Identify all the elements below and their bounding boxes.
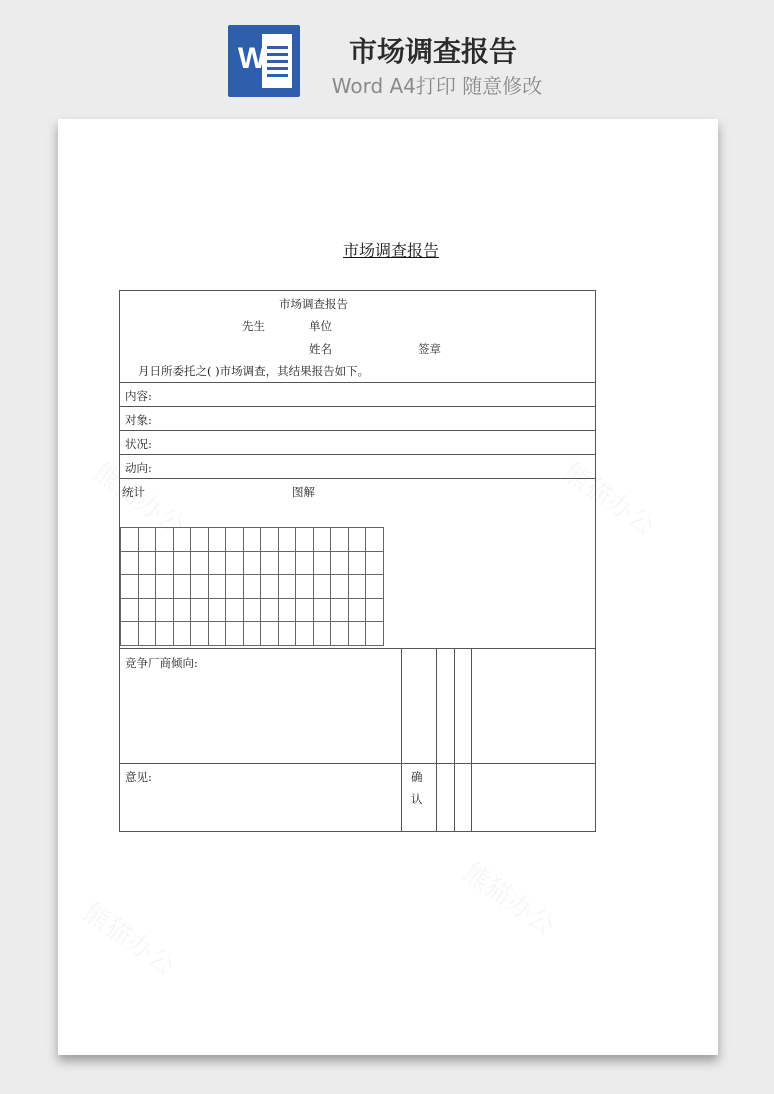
divider xyxy=(120,454,595,455)
unit-label: 单位 xyxy=(309,319,332,333)
app-subtitle: Word A4打印 随意修改 xyxy=(331,74,543,98)
trend-field[interactable]: 动向: xyxy=(125,461,152,475)
watermark xyxy=(77,893,183,983)
column-divider xyxy=(454,648,455,832)
column-divider xyxy=(471,648,472,832)
divider xyxy=(120,430,595,431)
target-field[interactable]: 对象: xyxy=(125,413,152,427)
seal-label: 签章 xyxy=(418,342,441,356)
divider xyxy=(120,382,595,383)
watermark xyxy=(457,853,563,943)
form-heading: 市场调查报告 xyxy=(279,297,348,311)
confirm-label-2: 认 xyxy=(411,792,423,806)
word-icon xyxy=(228,25,300,97)
content-field[interactable]: 内容: xyxy=(125,389,152,403)
divider xyxy=(120,648,595,649)
word-letter: W xyxy=(237,42,267,75)
app-title: 市场调查报告 xyxy=(348,35,517,68)
confirm-label-1: 确 xyxy=(411,770,423,784)
document-title: 市场调查报告 xyxy=(342,241,439,260)
name-label: 姓名 xyxy=(309,342,332,356)
column-divider xyxy=(436,648,437,832)
stats-grid xyxy=(120,527,384,646)
survey-form xyxy=(119,290,596,832)
page-header xyxy=(0,0,774,110)
divider xyxy=(120,406,595,407)
divider xyxy=(120,478,595,479)
status-field[interactable]: 状况: xyxy=(125,437,152,451)
opinion-field[interactable]: 意见: xyxy=(125,770,152,784)
column-divider xyxy=(401,648,402,832)
competitor-field[interactable]: 竞争厂商倾向: xyxy=(125,656,198,670)
mr-label: 先生 xyxy=(242,319,265,333)
intro-text: 月日所委托之( )市场调查，其结果报告如下。 xyxy=(138,364,370,378)
divider xyxy=(120,763,595,764)
document-page xyxy=(58,119,718,1055)
stats-label: 统计 xyxy=(122,485,145,499)
chart-label: 图解 xyxy=(292,485,315,499)
